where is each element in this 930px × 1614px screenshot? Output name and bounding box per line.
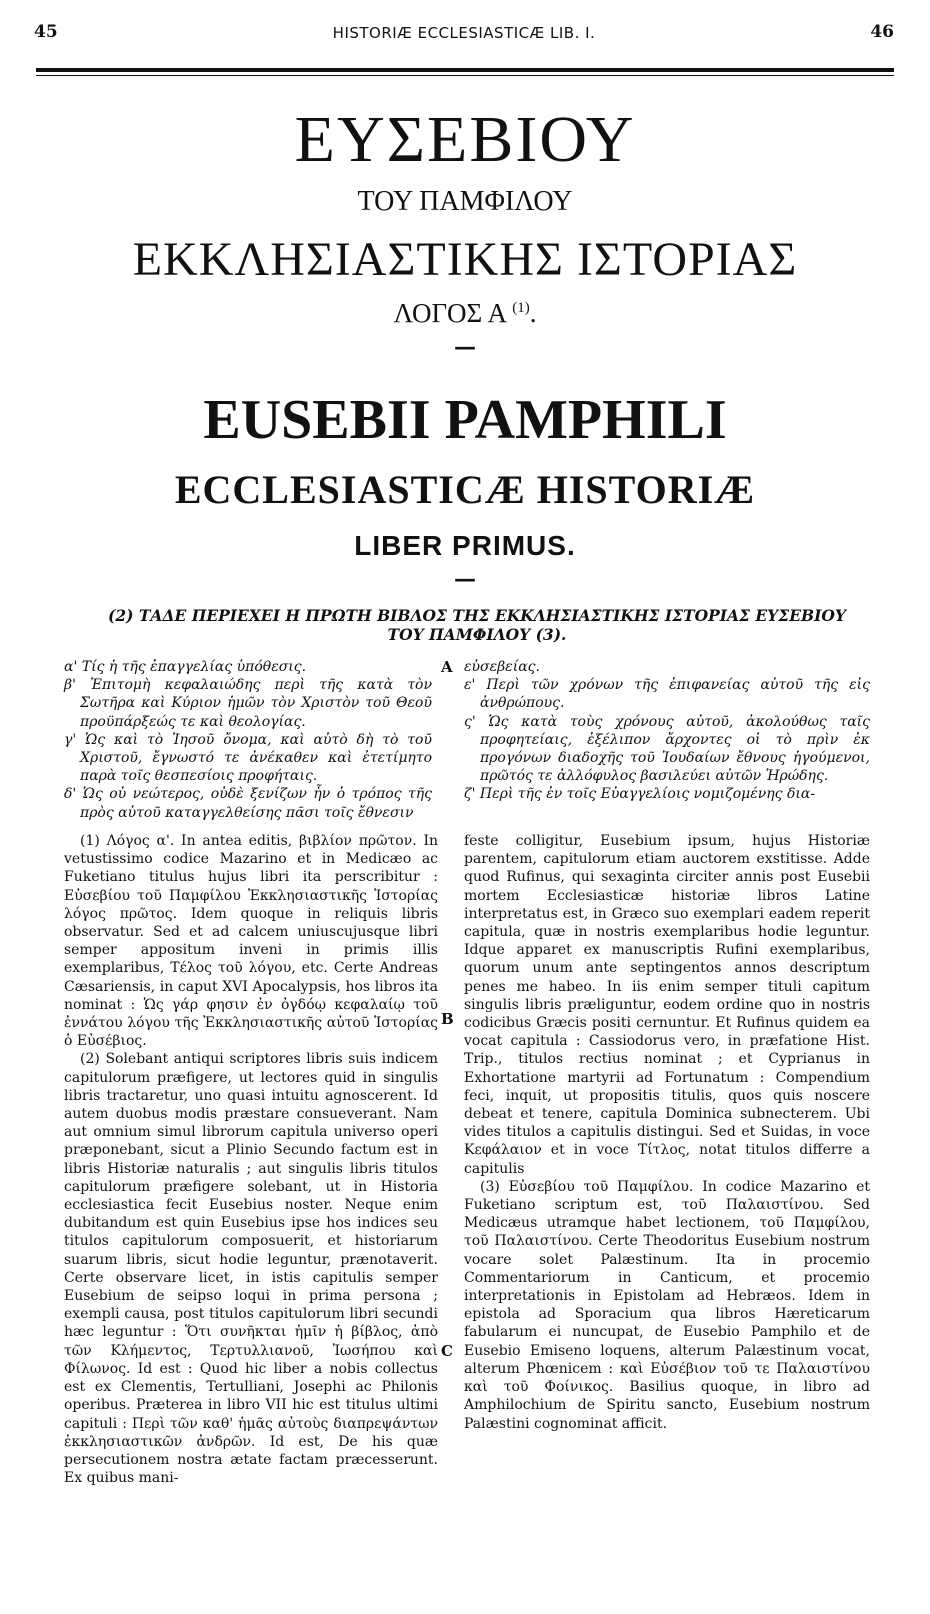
- toc-entry: δ' Ὡς οὐ νεώτερος, οὐδὲ ξενίζων ἦν ὁ τρόπος τῆς πρὸς αὐτοῦ καταγγελθείσης πᾶσι τοῖς ἔθνεσιν: [64, 786, 432, 821]
- footnotes-left-column: [64, 832, 438, 1487]
- greek-author-subtitle: ΤΟΥ ΠΑΜΦΙΛΟΥ: [357, 186, 573, 217]
- toc-heading-line: ΤΟΥ ΠΑΜΦΙΛΟΥ (3).: [387, 625, 567, 644]
- running-title: HISTORIÆ ECCLESIASTICÆ LIB. I.: [332, 24, 596, 42]
- margin-letter-b: B: [441, 1010, 454, 1028]
- left-page-number: 45: [34, 22, 58, 42]
- separator-dash: —: [454, 334, 476, 360]
- margin-letter-a: A: [441, 658, 453, 676]
- toc-left-column: [64, 658, 432, 822]
- greek-work-title: ΕΚΚΛΗΣΙΑΣΤΙΚΗΣ ΙΣΤΟΡΙΑΣ: [132, 233, 798, 286]
- latin-work-title: ECCLESIASTICÆ HISTORIÆ: [174, 467, 756, 512]
- greek-book-title: [0, 298, 930, 329]
- latin-book-title: LIBER PRIMUS.: [354, 530, 576, 561]
- footnote: (1) Λόγος α'. In antea editis, βιβλίον πρῶτον. In vetustissimo codice Mazarino et in Medicæo ac Fuketiano titulus hujus libri ita perscribitur : Εὐσεβίου τοῦ Παμφίλου Ἐκκλησιαστικῆς Ἱστορίας λόγος πρῶτος. Idem quoque in reliquis libris observatur. Sed et ad calcem uniuscujusque libri semper appositum inveni in primis illis exemplaribus, Τέλος τοῦ λόγου, etc. Certe Andreas Cæsariensis, in caput XVI Apocalypsis, hos libros ita nominat : Ὡς γάρ φησιν ἐν ὀγδόῳ κεφαλαίῳ τοῦ ἐννάτου λόγου τῆς Ἐκκλησιαστικῆς αὐτοῦ Ἱστορίας ὁ Εὐσέβιος.: [64, 833, 438, 1050]
- footnote-continuation: feste colligitur, Eusebium ipsum, hujus Historiæ parentem, capitulorum etiam auctorem exstitisse. Adde quod Rufinus, qui sexaginta circiter annis post Eusebii mortem Ecclesiasticæ historiæ libros Latine interpretatus est, in Græco suo exemplari eadem reperit capitula, quæ in nostris exemplaribus hodie leguntur. Idque apparet ex manuscriptis Rufini exemplaribus, quorum unum ante septingentos annos descriptum penes me habeo. In iis enim semper tituli capitum singulis libris præliguntur, eodem ordine quo in nostris codicibus Græcis positi cernuntur. Et Rufinus quidem ea vocat capitula : Cassiodorus vero, in præfatione Hist. Trip., titulos rectius nominat ; et Cyprianus in Exhortatione martyrii ad Fortunatum : Compendium feci, inquit, ut propositis titulis, quos quis noscere debeat et tenere, capitula Dominica subnecterem. Ubi vides titulos a capitulis distingui. Sed et Suidas, in voce Κεφάλαιον et in voce Τίτλος, notat titulos differre a capitulis: [464, 833, 870, 1177]
- latin-author-title: EUSEBII PAMPHILI: [203, 389, 727, 451]
- toc-heading-line: (2) ΤΑΔΕ ΠΕΡΙΕΧΕΙ Η ΠΡΩΤΗ ΒΙΒΛΟΣ ΤΗΣ ΕΚΚΛΗΣΙΑΣΤΙΚΗΣ ΙΣΤΟΡΙΑΣ ΕΥΣΕΒΙΟΥ: [108, 606, 846, 625]
- greek-book-label: ΛΟΓΟΣ Α: [393, 298, 506, 328]
- running-head: [34, 22, 894, 46]
- footnote-ref-1: (1): [512, 300, 530, 316]
- toc-entry: ς' Ὡς κατὰ τοὺς χρόνους αὐτοῦ, ἀκολούθως ταῖς προφητείαις, ἐξέλιπον ἄρχοντες οἱ τὸ πρὶν ἐκ προγόνων διαδοχῆς τοῦ Ἰουδαίων ἔθνους ἡγούμενοι, πρῶτός τε ἀλλόφυλος βασιλεύει αὐτῶν Ἡρώδης.: [464, 713, 870, 785]
- right-page-number: 46: [870, 22, 894, 42]
- toc-entry: ζ' Περὶ τῆς ἐν τοῖς Εὐαγγελίοις νομιζομένης δια-: [464, 786, 816, 803]
- footnote: (2) Solebant antiqui scriptores libris suis indicem capitulorum præfigere, ut lectores quid in singulis libris tractaretur, uno quasi intuitu agnoscerent. Id autem duobus modis præstare consueverant. Nam aut omnium simul librorum capitula universo operi præponebant, sicut a Plinio Secundo factum est in libris Historiæ naturalis ; aut singulis libris titulos capitulorum præfigere solebant, ut in Historia ecclesiastica fecit Eusebius noster. Neque enim dubitandum est quin Eusebius ipse hos indices seu titulos capitulorum composuerit, et historiarum suarum libris, sicut hodie leguntur, prænotaverit. Certe observare licet, in istis capitulis semper Eusebium de seipso loqui in prima persona ; exempli causa, post titulos capitulorum libri secundi hæc leguntur : Ὅτι συνῆκται ἡμῖν ἡ βίβλος, ἀπὸ τῶν Κλήμεντος, Τερτυλλιανοῦ, Ἰωσήπου καὶ Φίλωνος. Id est : Quod hic liber a nobis collectus est ex Clementis, Tertulliani, Josephi ac Philonis operibus. Præterea in libro VII hic est titulus ultimi capituli : Περὶ τῶν καθ' ἡμᾶς αὐτοὺς διαπρεψάντων ἐκκλησιαστικῶν ἀνδρῶν. Id est, De his quæ persecutionem nostra ætate factam præcesserunt. Ex quibus mani-: [64, 1051, 438, 1487]
- toc-right-column: [464, 658, 870, 804]
- margin-letter-c: C: [441, 1342, 453, 1360]
- toc-entry: εὐσεβείας.: [464, 659, 540, 675]
- table-of-contents-heading: [60, 606, 894, 644]
- toc-entry: β' Ἐπιτομὴ κεφαλαιώδης περὶ τῆς κατὰ τὸν Σωτῆρα καὶ Κύριον ἡμῶν τὸν Χριστὸν τοῦ Θεοῦ προϋπάρξεώς τε καὶ θεολογίας.: [64, 677, 432, 730]
- separator-dash: —: [454, 566, 476, 592]
- greek-author-title: ΕΥΣΕΒΙΟΥ: [294, 103, 636, 176]
- footnote: (3) Εὐσεβίου τοῦ Παμφίλου. In codice Mazarino et Fuketiano scriptum est, τοῦ Παλαιστίνου. Sed Medicæus utramque habet lectionem, τοῦ Παμφίλου, τοῦ Παλαιστίνου. Certe Theodoritus Eusebium nostrum vocare solet Palæstinum. Ita in procemio Commentariorum in Canticum, et procemio interpretationis in Epistolam ad Hebræos. Idem in epistola ad Sporacium qua libros Hæreticarum fabularum ei nuncupat, de Eusebio Pamphilo et de Eusebio Emiseno loquens, alterum Palæstinum vocat, alterum Phœnicem : καὶ Εὐσέβιον τοῦ τε Παλαιστίνου καὶ τοῦ Φοίνικος. Basilius quoque, in libro ad Amphilochium de Spiritu sancto, Eusebium nostrum Palæstini cognominat afficit.: [464, 1178, 870, 1432]
- toc-entry: γ' Ὡς καὶ τὸ Ἰησοῦ ὄνομα, καὶ αὐτὸ δὴ τὸ τοῦ Χριστοῦ, ἔγνωστό τε ἀνέκαθεν καὶ ἐτετίμητο παρὰ τοῖς θεσπεσίοις προφήταις.: [64, 731, 432, 785]
- toc-entry: ε' Περὶ τῶν χρόνων τῆς ἐπιφανείας αὐτοῦ τῆς εἰς ἀνθρώπους.: [464, 677, 870, 712]
- footnotes-right-column: [464, 832, 870, 1433]
- header-rule-thin: [36, 75, 894, 76]
- greek-book-end: .: [529, 298, 537, 328]
- header-rule-thick: [36, 68, 894, 72]
- toc-entry: α' Τίς ἡ τῆς ἐπαγγελίας ὑπόθεσις.: [64, 659, 307, 675]
